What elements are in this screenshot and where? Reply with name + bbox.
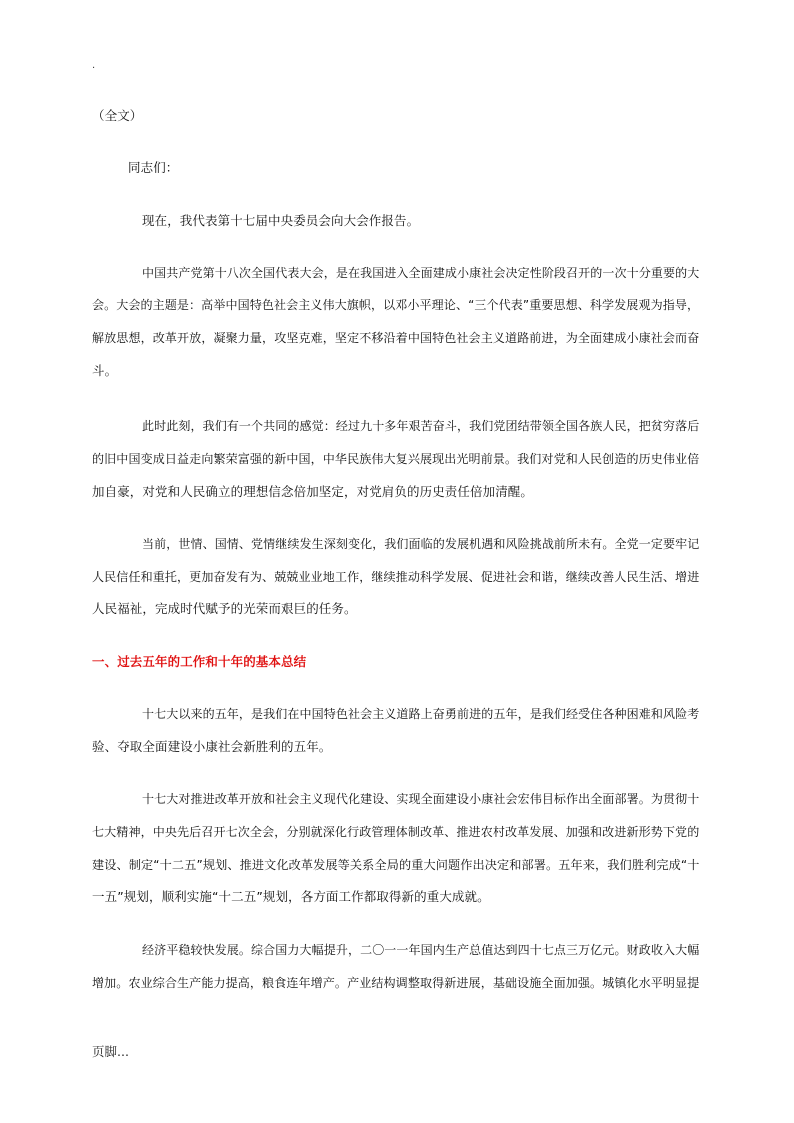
- paragraph-line: 的旧中国变成日益走向繁荣富强的新中国，中华民族伟大复兴展现出光明前景。我们对党和人民创造的历史伟业倍: [92, 452, 700, 466]
- paragraph-line: 一五”规划，顺利实施“十二五”规划，各方面工作都取得新的重大成就。: [92, 889, 490, 904]
- page-footer: 页脚...: [92, 1044, 129, 1059]
- section-heading: 一、过去五年的工作和十年的基本总结: [92, 654, 307, 669]
- paragraph-line: 十七大对推进改革开放和社会主义现代化建设、实现全面建设小康社会宏伟目标作出全面部署。为贯彻十: [142, 792, 700, 806]
- paragraph-line: 增加。农业综合生产能力提高，粮食连年增产。产业结构调整取得新进展，基础设施全面加强。城镇化水平明显提: [92, 976, 700, 990]
- paragraph-line: 验、夺取全面建设小康社会新胜利的五年。: [92, 739, 332, 754]
- salutation: 同志们：: [128, 160, 179, 175]
- paragraph-line: 经济平稳较快发展。综合国力大幅提升，二〇一一年国内生产总值达到四十七点三万亿元。财政收入大幅: [142, 943, 700, 957]
- header-marker: .: [92, 60, 96, 71]
- paragraph-line: 人民信任和重托，更加奋发有为、兢兢业业地工作，继续推动科学发展、促进社会和谐，继续改善人民生活、增进: [92, 570, 700, 584]
- paragraph-line: 斗。: [92, 363, 118, 378]
- paragraph-line: 建设、制定“十二五”规划、推进文化改革发展等关系全局的重大问题作出决定和部署。五年来，我们胜利完成“十: [92, 858, 700, 872]
- paragraph-line: 当前，世情、国情、党情继续发生深刻变化，我们面临的发展机遇和风险挑战前所未有。全党一定要牢记: [142, 537, 700, 551]
- paragraph-line: 现在，我代表第十七届中央委员会向大会作报告。: [142, 213, 420, 228]
- paragraph-line: 七大精神，中央先后召开七次全会，分别就深化行政管理体制改革、推进农村改革发展、加强和改进新形势下党的: [92, 825, 700, 839]
- paragraph-line: 加自豪，对党和人民确立的理想信念倍加坚定，对党肩负的历史责任倍加清醒。: [92, 484, 534, 499]
- paragraph-line: 人民福祉，完成时代赋予的光荣而艰巨的任务。: [92, 601, 357, 616]
- paragraph-line: 中国共产党第十八次全国代表大会，是在我国进入全面建成小康社会决定性阶段召开的一次十分重要的大: [142, 266, 700, 280]
- paragraph-line: 十七大以来的五年，是我们在中国特色社会主义道路上奋勇前进的五年，是我们经受住各种困难和风险考: [142, 707, 700, 721]
- paragraph-line: 会。大会的主题是：高举中国特色社会主义伟大旗帜，以邓小平理论、“三个代表”重要思想、科学发展观为指导，: [92, 298, 700, 312]
- paragraph-line: 解放思想，改革开放，凝聚力量，攻坚克难，坚定不移沿着中国特色社会主义道路前进，为全面建成小康社会而奋: [92, 331, 700, 345]
- document-title: （全文）: [92, 108, 143, 123]
- paragraph-line: 此时此刻，我们有一个共同的感觉：经过九十多年艰苦奋斗，我们党团结带领全国各族人民，把贫穷落后: [142, 419, 700, 433]
